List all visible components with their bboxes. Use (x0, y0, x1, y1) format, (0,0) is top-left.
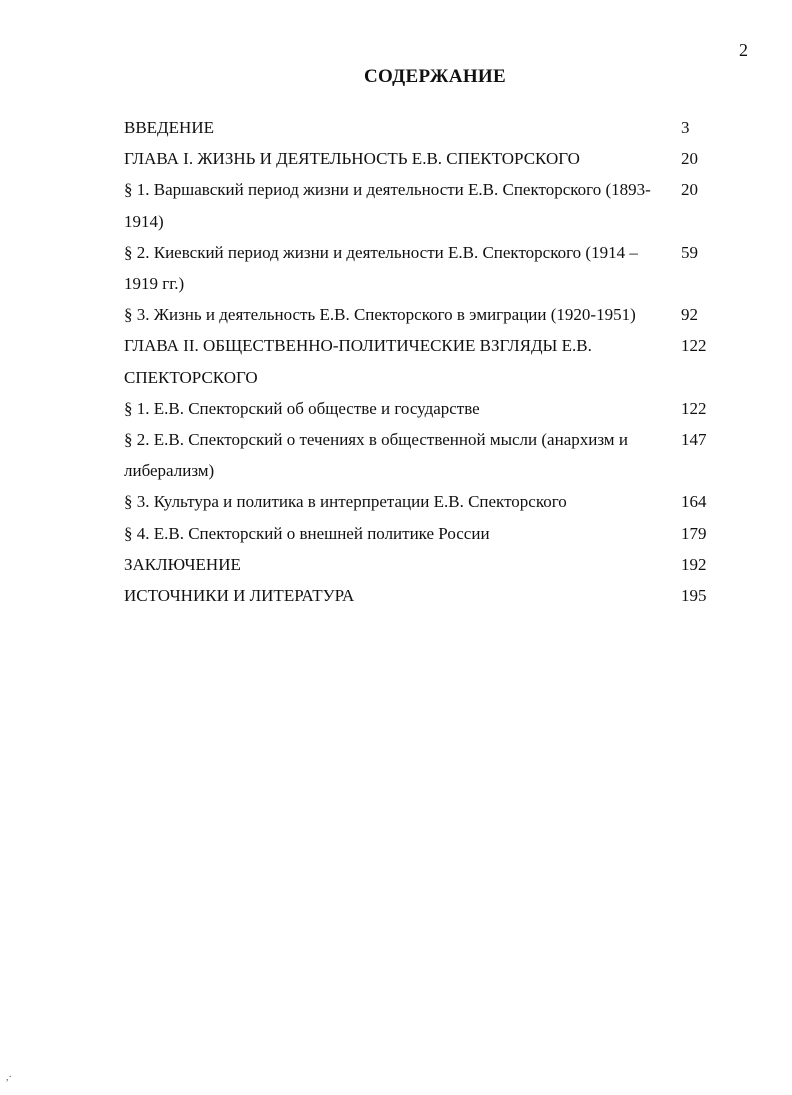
table-of-contents (124, 112, 714, 611)
toc-entry-title: § 1. Варшавский период жизни и деятельности Е.В. Спекторского (1893-1914) (124, 180, 651, 231)
toc-entry-chapter-2-section-2[interactable] (124, 424, 714, 486)
toc-entry-page: 122 (681, 398, 707, 418)
toc-entry-title: ИСТОЧНИКИ И ЛИТЕРАТУРА (124, 586, 355, 606)
toc-entry-page: 164 (681, 492, 707, 512)
toc-entry-chapter-2-section-3[interactable] (124, 486, 714, 517)
toc-entry-title: § 4. Е.В. Спекторский о внешней политике России (124, 523, 490, 543)
toc-entry-conclusion[interactable] (124, 549, 714, 580)
toc-entry-title: § 2. Е.В. Спекторский о течениях в общественной мысли (анархизм и либерализм) (124, 430, 628, 481)
toc-entry-chapter-2-section-4[interactable] (124, 518, 714, 549)
toc-entry-title: ГЛАВА II. ОБЩЕСТВЕННО-ПОЛИТИЧЕСКИЕ ВЗГЛЯДЫ Е.В. СПЕКТОРСКОГО (124, 336, 592, 387)
toc-entry-chapter-1-section-2[interactable] (124, 237, 714, 299)
toc-entry-page: 92 (681, 305, 698, 325)
page-number: 2 (739, 40, 748, 60)
toc-entry-chapter-1-section-3[interactable] (124, 299, 714, 330)
scan-artifact: ,· (6, 1072, 12, 1083)
toc-entry-page: 195 (681, 586, 707, 606)
toc-entry-page: 20 (681, 180, 698, 200)
toc-entry-page: 20 (681, 149, 698, 169)
toc-entry-page: 122 (681, 336, 707, 356)
toc-entry-title: ВВЕДЕНИЕ (124, 118, 214, 137)
toc-entry-page: 59 (681, 242, 698, 262)
toc-entry-chapter-2-section-1[interactable] (124, 393, 714, 424)
toc-entry-title: ЗАКЛЮЧЕНИЕ (124, 554, 241, 574)
toc-entry-chapter-1[interactable] (124, 143, 714, 174)
toc-entry-page: 179 (681, 523, 707, 543)
toc-entry-chapter-1-section-1[interactable] (124, 174, 714, 236)
toc-entry-title: § 3. Жизнь и деятельность Е.В. Спекторского в эмиграции (1920-1951) (124, 305, 636, 325)
toc-entry-title: § 3. Культура и политика в интерпретации Е.В. Спекторского (124, 492, 567, 512)
toc-entry-title: § 1. Е.В. Спекторский об обществе и государстве (124, 398, 480, 418)
toc-entry-chapter-2[interactable] (124, 330, 714, 392)
page-title: СОДЕРЖАНИЕ (364, 66, 506, 87)
toc-entry-introduction[interactable] (124, 112, 714, 143)
toc-entry-sources[interactable] (124, 580, 714, 611)
toc-entry-page: 147 (681, 430, 707, 450)
toc-entry-page: 192 (681, 554, 707, 574)
toc-entry-title: § 2. Киевский период жизни и деятельности Е.В. Спекторского (1914 – 1919 гг.) (124, 242, 638, 294)
toc-entry-page: 3 (681, 118, 690, 137)
toc-entry-title: ГЛАВА I. ЖИЗНЬ И ДЕЯТЕЛЬНОСТЬ Е.В. СПЕКТОРСКОГО (124, 149, 580, 169)
